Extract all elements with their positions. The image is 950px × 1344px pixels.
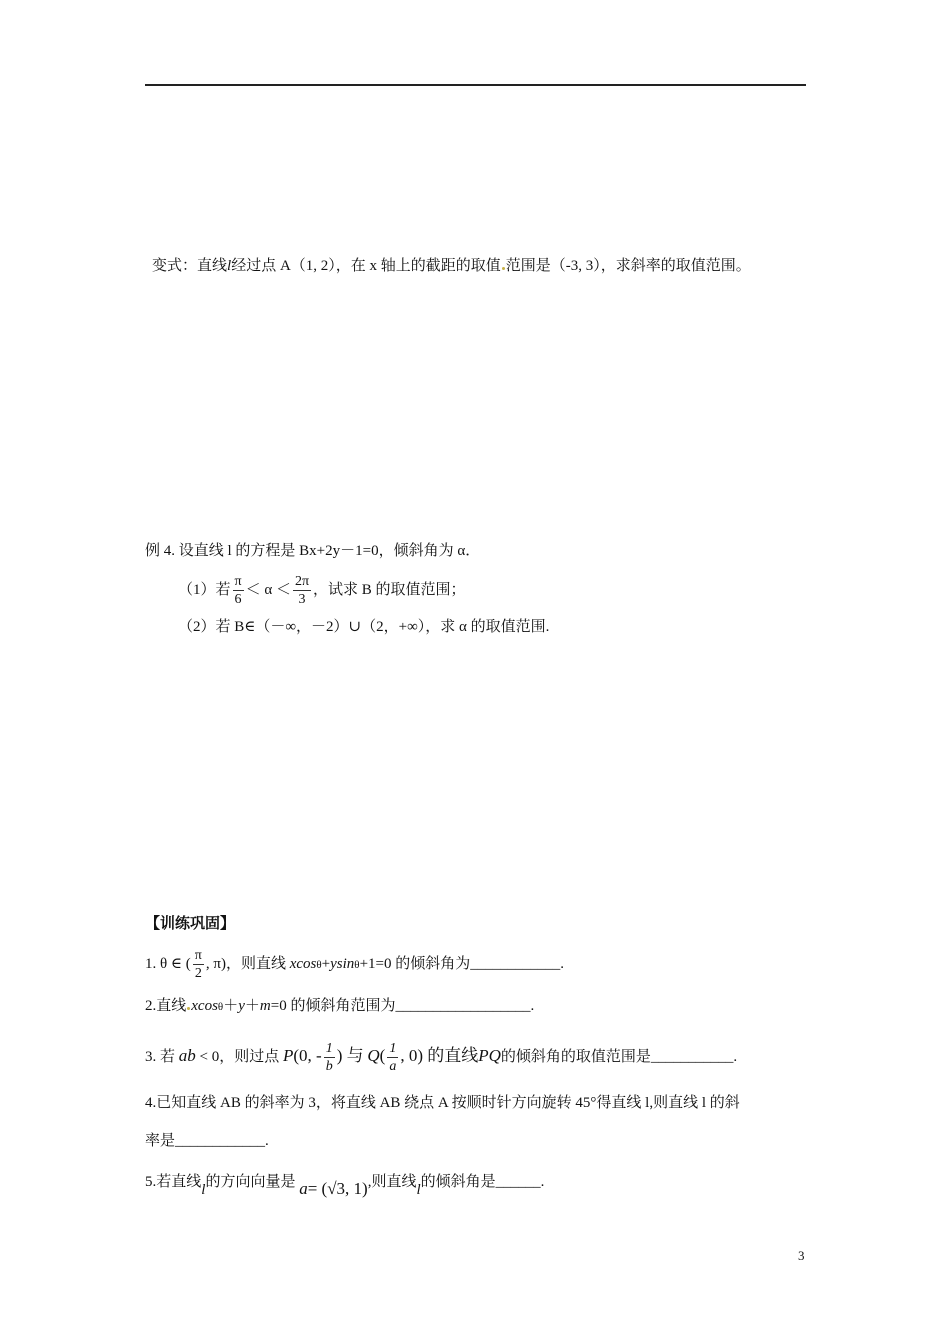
- fraction-1-b: [324, 1040, 335, 1075]
- q3-text-a: 3. 若: [145, 1049, 176, 1065]
- page-number: 3: [798, 1248, 805, 1263]
- example4-title: 例 4. 设直线 l 的方程是 Bx+2y－1=0，倾斜角为 α．: [145, 543, 481, 559]
- fraction-1-a: [387, 1040, 398, 1075]
- p1-mid: ＜ α ＜: [245, 582, 291, 598]
- variant-text-a: 经过点 A（1, 2），在 x 轴上的截距的取值: [231, 258, 501, 274]
- variant-problem: [152, 256, 751, 276]
- q3-text-b: < 0，则过点: [199, 1049, 280, 1065]
- question-2: [145, 996, 534, 1017]
- training-heading: 【训练巩固】: [145, 916, 236, 932]
- q1-theta2: θ: [354, 959, 360, 971]
- p1-prefix: （1）若: [178, 582, 231, 598]
- question-5: [145, 1166, 544, 1197]
- q2-plus1: ＋: [223, 998, 239, 1014]
- q2-plus2: ＋: [244, 998, 260, 1014]
- q1-text-b: , π)，则直线: [205, 956, 286, 972]
- q1-text-a: 1. θ ∈ (: [145, 956, 191, 972]
- q1-ysin: ysin: [330, 956, 355, 972]
- variant-text-b: 范围是（-3, 3），求斜率的取值范围。: [505, 258, 751, 274]
- variant-var-l: l: [227, 258, 232, 274]
- q2-m: m: [259, 998, 271, 1014]
- ink-dot: [502, 267, 505, 270]
- q3-text-c: (0, -: [293, 1046, 322, 1065]
- frac-den: 6: [234, 592, 242, 608]
- example4-part2: （2）若 B∈（－∞，－2）∪（2，+∞），求 α 的取值范围.: [178, 619, 550, 635]
- q3-text-e: (: [379, 1046, 386, 1065]
- frac-den: 2: [194, 966, 202, 982]
- q5-vector-value: = (√3, 1): [307, 1179, 368, 1198]
- q5-text-e: 的倾斜角是______.: [420, 1174, 545, 1190]
- q5-text-a: 5.若直线: [145, 1174, 202, 1190]
- frac-num: π: [194, 948, 202, 964]
- frac-num: 1: [325, 1041, 333, 1057]
- p1-suffix: ，试求 B 的取值范围；: [313, 582, 466, 598]
- q1-text-c: +1=0 的倾斜角为____________.: [359, 956, 564, 972]
- q5-text-b: 的方向向量是: [205, 1174, 296, 1190]
- ink-dot: [187, 1007, 190, 1010]
- fraction-2pi-3: [293, 573, 311, 608]
- q1-plus: +: [321, 956, 331, 972]
- question-1: [145, 944, 564, 985]
- q3-Q: Q: [367, 1046, 380, 1065]
- q3-text-g: 的倾斜角的取值范围是___________.: [500, 1049, 738, 1065]
- fraction-pi-2: [193, 947, 204, 982]
- frac-num: 2π: [294, 574, 310, 590]
- frac-num: π: [234, 574, 242, 590]
- frac-den: b: [325, 1059, 333, 1075]
- q3-P: P: [282, 1046, 294, 1065]
- header-rule: [145, 84, 806, 86]
- frac-den: 3: [298, 592, 306, 608]
- q1-xcos: xcos: [289, 956, 317, 972]
- q2-text-a: 2.直线: [145, 998, 187, 1014]
- q5-l1: l: [201, 1182, 206, 1198]
- fraction-pi-6: [233, 573, 244, 608]
- q3-ab: ab: [178, 1046, 196, 1065]
- q2-text-d: =0 的倾斜角范围为__________________.: [270, 998, 535, 1014]
- q3-text-d: ) 与: [336, 1046, 364, 1065]
- q1-theta1: θ: [316, 959, 322, 971]
- example4-part1: [178, 572, 466, 608]
- q2-y: y: [238, 998, 245, 1014]
- frac-den: a: [389, 1059, 397, 1075]
- q5-l2: l: [416, 1182, 421, 1198]
- question-3: [145, 1036, 737, 1077]
- question-4-line1: 4.已知直线 AB 的斜率为 3，将直线 AB 绕点 A 按顺时针方向旋转 45°得直线 l,则直线 l 的斜: [145, 1095, 740, 1111]
- variant-prefix: 变式：直线: [152, 258, 228, 274]
- q5-vector-a: a: [299, 1179, 308, 1198]
- q3-PQ: PQ: [478, 1046, 501, 1065]
- q2-theta: θ: [217, 1001, 224, 1013]
- frac-num: 1: [389, 1041, 397, 1057]
- q3-text-f: , 0) 的直线: [400, 1046, 479, 1065]
- question-4-line2: 率是____________.: [145, 1133, 269, 1149]
- q5-text-d: ,则直线: [367, 1174, 417, 1190]
- q2-xcos: xcos: [191, 998, 218, 1014]
